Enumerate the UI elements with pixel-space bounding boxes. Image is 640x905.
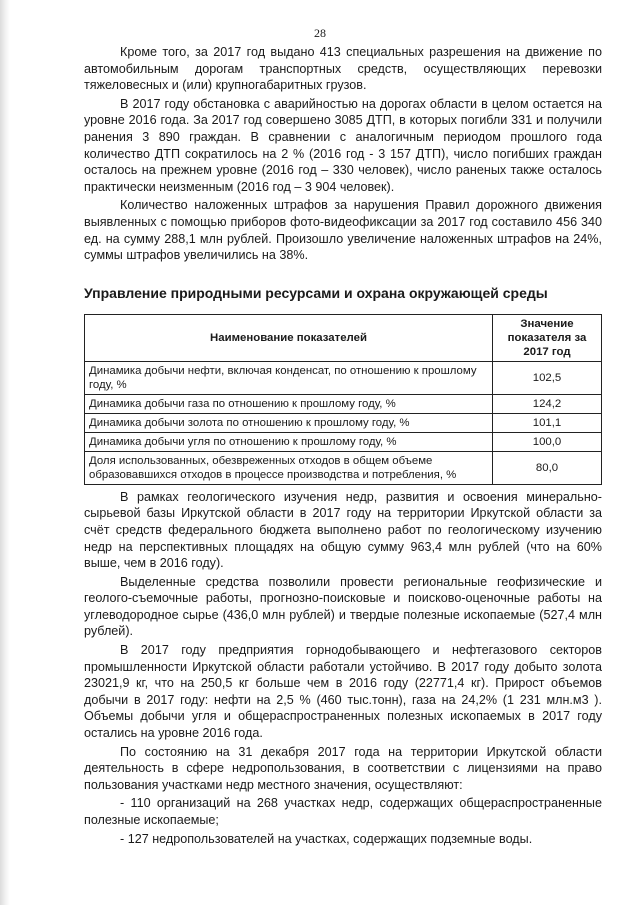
row-name: Динамика добычи газа по отношению к прошлому году, % (85, 394, 493, 413)
paragraph-special-permits: Кроме того, за 2017 год выдано 413 специальных разрешения на движение по автомобильным дорогам транспортных средств, осуществляющих перевозки тяжеловесных и (или) крупногабаритных грузов. (84, 45, 602, 93)
list-item: - 110 организаций на 268 участках недр, содержащих общераспространенные полезные ископаемые; (84, 796, 602, 827)
indicators-table (84, 314, 602, 485)
table-header-row (85, 314, 602, 361)
row-name: Динамика добычи золота по отношению к прошлому году, % (85, 413, 493, 432)
row-name: Динамика добычи нефти, включая конденсат, по отношению к прошлому году, % (85, 361, 493, 394)
document-body (84, 44, 602, 849)
row-value: 101,1 (493, 413, 602, 432)
header-indicator-value: Значение показателя за 2017 год (493, 314, 602, 361)
row-value: 102,5 (493, 361, 602, 394)
table-row (85, 413, 602, 432)
header-indicator-name: Наименование показателей (85, 314, 493, 361)
list-item: - 127 недропользователей на участках, содержащих подземные воды. (120, 831, 533, 846)
paragraph-geological-study: В рамках геологического изучения недр, развития и освоения минерально-сырьевой базы Иркутской области в 2017 году на территории Иркутской области за счёт средств федерального бюджета выполнено работ по геологическому изучению недр на перспективных площадях на общую сумму 963,4 млн рублей (что на 60% выше, чем в 2016 году). (84, 489, 602, 571)
section-title: Управление природными ресурсами и охрана окружающей среды (84, 284, 548, 301)
paragraph-mining-output: В 2017 году предприятия горнодобывающего и нефтегазового секторов промышленности Иркутской области работали устойчиво. В 2017 году добыто золота 23021,9 кг, что на 250,5 кг больше чем в 2016 году (22771,4 кг). Прирост объемов добычи в 2017 году: нефти на 2,5 % (460 тыс.тонн), газа на 24,2% (1 231 млн.м3 ). Объемы добычи угля и общераспространенных полезных ископаемых в 2017 году остались на уровне 2016 года. (84, 643, 602, 741)
paragraph-allocated-funds: Выделенные средства позволили провести региональные геофизические и геолого-съемочные работы, прогнозно-поисковые и поисково-оценочные работы на углеводородное сырье (436,0 млн рублей) и твердые полезные ископаемые (527,4 млн рублей). (84, 574, 602, 639)
table-row (85, 451, 602, 484)
paragraph-traffic-fines: Количество наложенных штрафов за нарушения Правил дорожного движения выявленных с помощью приборов фото-видеофиксации за 2017 год составило 456 340 ед. на сумму 288,1 млн рублей. Произошло увеличение наложенных штрафов на 24%, суммы штрафов увеличились на 38%. (84, 198, 602, 263)
scan-edge (0, 0, 10, 905)
row-name: Доля использованных, обезвреженных отходов в общем объеме образовавшихся отходов в процессе производства и потребления, % (85, 451, 493, 484)
paragraph-road-accidents: В 2017 году обстановка с аварийностью на дорогах области в целом остается на уровне 2016 года. За 2017 год совершено 3085 ДТП, в которых погибли 331 и получили ранения 3 890 граждан. В сравнении с аналогичным периодом прошлого года количество ДТП сократилось на 2 % (2016 год - 3 157 ДТП), число погибших граждан осталось на прежнем уровне (2016 год – 330 человек), число раненых также осталось практически неизменным (2016 год – 3 904 человек). (84, 96, 602, 194)
paragraph-subsoil-use: По состоянию на 31 декабря 2017 года на территории Иркутской области деятельность в сфере недропользования, в соответствии с лицензиями на право пользования участками недр местного значения, осуществляют: (84, 744, 602, 792)
page-number: 28 (314, 26, 326, 40)
row-name: Динамика добычи угля по отношению к прошлому году, % (85, 432, 493, 451)
row-value: 100,0 (493, 432, 602, 451)
table-row (85, 361, 602, 394)
table-row (85, 432, 602, 451)
row-value: 124,2 (493, 394, 602, 413)
row-value: 80,0 (493, 451, 602, 484)
table-row (85, 394, 602, 413)
